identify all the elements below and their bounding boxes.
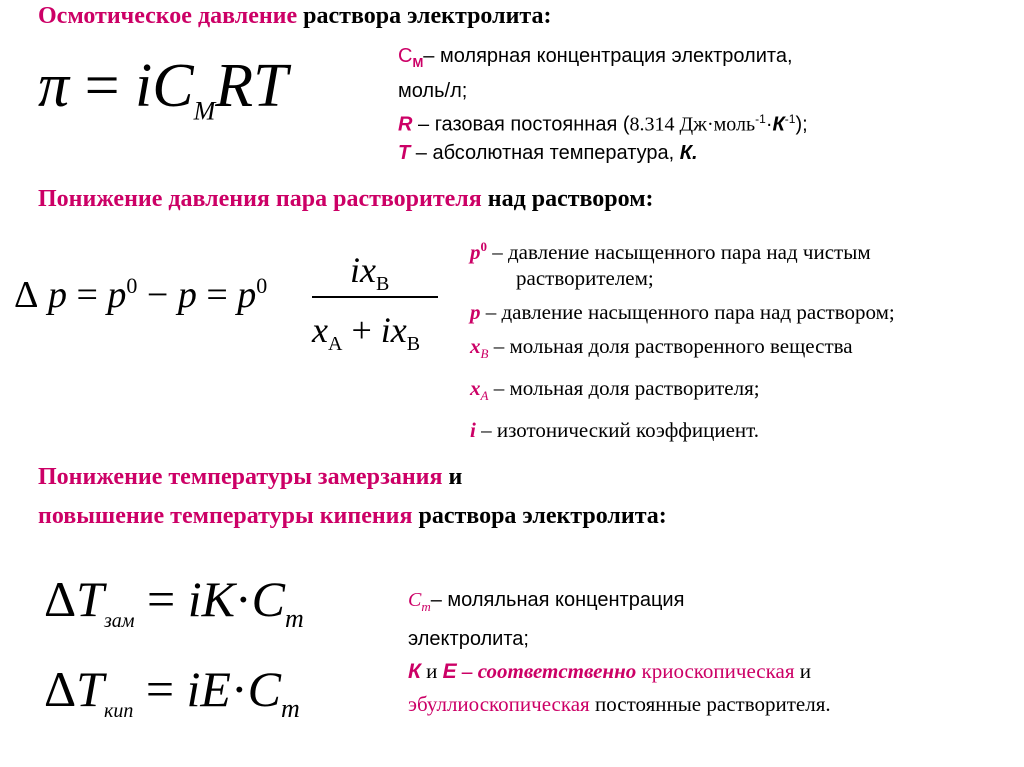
cm-symbol: C — [408, 589, 422, 611]
t-unit: К. — [679, 141, 698, 164]
section1-title-red: Осмотическое давление — [38, 3, 298, 29]
k-symbol: К — [408, 660, 421, 683]
minus-sign: − — [146, 274, 169, 316]
section2-defs — [470, 230, 895, 447]
p-symbol: p — [47, 274, 67, 316]
boiling-formula — [44, 661, 300, 723]
cryoscopic-text: криоскопическая — [641, 659, 795, 683]
def-p0-symbol: p — [470, 240, 481, 264]
section2-title — [38, 186, 654, 213]
vapor-pressure-formula — [14, 275, 267, 314]
def-xa-symbol: x — [470, 376, 481, 401]
cm-text-line2: электролита; — [408, 628, 529, 650]
def-xb-sub: B — [480, 346, 489, 362]
denominator-x-subscript: A — [327, 333, 343, 356]
numerator-ix: ix — [350, 250, 376, 290]
c-symbol: C — [152, 52, 194, 120]
def-p — [470, 295, 895, 329]
section3-title1-black: и — [442, 464, 463, 490]
t-subscript-kip: кип — [103, 700, 134, 722]
def-p-symbol: p — [470, 300, 481, 324]
section2-title-black: над раствором: — [481, 186, 654, 212]
ik-symbol: iK — [187, 571, 235, 627]
section3-title-line1 — [38, 464, 462, 491]
ke-definition — [408, 655, 831, 688]
c-subscript: M — [193, 96, 216, 126]
equals-sign: = — [76, 274, 98, 316]
def-p-text: – давление насыщенного пара над раствором; — [480, 300, 895, 324]
cm-definition — [398, 42, 808, 77]
t-definition — [398, 139, 808, 167]
cm-symbol: C — [398, 45, 413, 67]
fraction-line — [312, 296, 438, 298]
c-symbol: C — [247, 661, 281, 717]
def-p0-text: – давление насыщенного пара над чистым — [487, 240, 871, 264]
i-symbol: i — [135, 52, 153, 120]
delta-symbol: Δ — [44, 571, 77, 627]
p0-symbol-2: p — [237, 274, 257, 316]
section2-title-red: Понижение давления пара растворителя — [38, 186, 482, 212]
r-k: К — [772, 113, 785, 136]
r-definition — [398, 105, 808, 139]
ie-symbol: iE — [186, 661, 231, 717]
cm-text: – моляльная концентрация — [430, 589, 685, 611]
section3-title1-red: Понижение температуры замерзания — [38, 464, 443, 490]
r-text: – газовая постоянная ( — [412, 113, 630, 136]
def-xb-text: – мольная доля растворенного вещества — [488, 334, 853, 358]
denominator-x: x — [312, 310, 328, 350]
p0-symbol: p — [107, 274, 127, 316]
t-symbol: T — [398, 141, 411, 164]
section1-defs — [398, 42, 808, 167]
def-p0-text-line2: растворителем; — [516, 266, 654, 290]
delta-symbol: Δ — [44, 661, 77, 717]
dot-sign: · — [235, 571, 252, 627]
and2-text: и — [794, 659, 811, 683]
equals-sign: = — [145, 661, 175, 717]
osmotic-formula — [38, 52, 288, 126]
def-p0-sup: 0 — [480, 239, 487, 254]
numerator-subscript: B — [375, 273, 390, 296]
def-xb — [470, 329, 895, 371]
r-sup1: -1 — [755, 112, 766, 126]
cm-text-line2: моль/л; — [398, 80, 468, 102]
def-xa-text: – мольная доля растворителя; — [488, 376, 760, 401]
def-xa — [470, 371, 895, 413]
freezing-formula — [44, 571, 304, 633]
def-xb-symbol: x — [470, 334, 481, 358]
c-subscript: m — [285, 604, 304, 633]
r-sup2: -1 — [784, 112, 796, 126]
section3-defs — [408, 584, 831, 720]
section3-title-line2 — [38, 503, 667, 530]
t-text: – абсолютная температура, — [410, 141, 680, 164]
delta-symbol: Δ — [14, 274, 39, 316]
rest-text: постоянные растворителя. — [589, 692, 831, 716]
t-symbol: T — [76, 661, 104, 717]
def-xa-sub: A — [480, 388, 489, 404]
cm-subscript: M — [412, 55, 424, 70]
equals-sign: = — [147, 571, 176, 627]
respectively-text: – соответственно — [456, 659, 637, 683]
cm-definition — [408, 584, 831, 623]
r-symbol: R — [398, 113, 413, 136]
section3-title2-red: повышение температуры кипения — [38, 503, 413, 529]
c-subscript: m — [280, 694, 300, 723]
t-symbol: T — [76, 571, 104, 627]
fraction-denominator — [312, 312, 420, 354]
r-value: 8.314 Дж·моль — [629, 113, 756, 136]
section3-title2-black: раствора электролита: — [412, 503, 667, 529]
equals-sign-2: = — [206, 274, 228, 316]
rt-symbol: RT — [215, 52, 288, 120]
r-dot: · — [765, 113, 773, 136]
cm-subscript: m — [421, 599, 431, 614]
dot-sign: · — [230, 661, 248, 717]
def-i — [470, 413, 895, 447]
denominator-ix: ix — [380, 310, 407, 350]
and-text: и — [420, 659, 443, 683]
def-i-symbol: i — [470, 418, 476, 443]
def-i-text: – изотонический коэффициент. — [475, 418, 760, 443]
pi-symbol: π — [38, 52, 70, 120]
r-end: ); — [795, 113, 808, 136]
cm-text: – молярная концентрация электролита, — [423, 45, 793, 67]
ebul-definition — [408, 688, 831, 720]
section1-title-black: раствора электролита: — [297, 3, 552, 29]
c-symbol: C — [251, 571, 286, 627]
equals-sign: = — [84, 52, 120, 120]
denominator-ix-subscript: B — [406, 333, 421, 356]
p-symbol-2: p — [177, 274, 197, 316]
p0-superscript-2: 0 — [256, 273, 268, 298]
fraction-numerator — [350, 252, 389, 294]
t-subscript-zam: зам — [103, 610, 135, 632]
e-symbol: Е — [442, 660, 457, 683]
plus-sign: + — [351, 310, 372, 350]
p0-superscript: 0 — [126, 273, 138, 298]
section1-title — [38, 3, 551, 30]
ebullioscopic-text: эбуллиоскопическая — [408, 692, 590, 716]
